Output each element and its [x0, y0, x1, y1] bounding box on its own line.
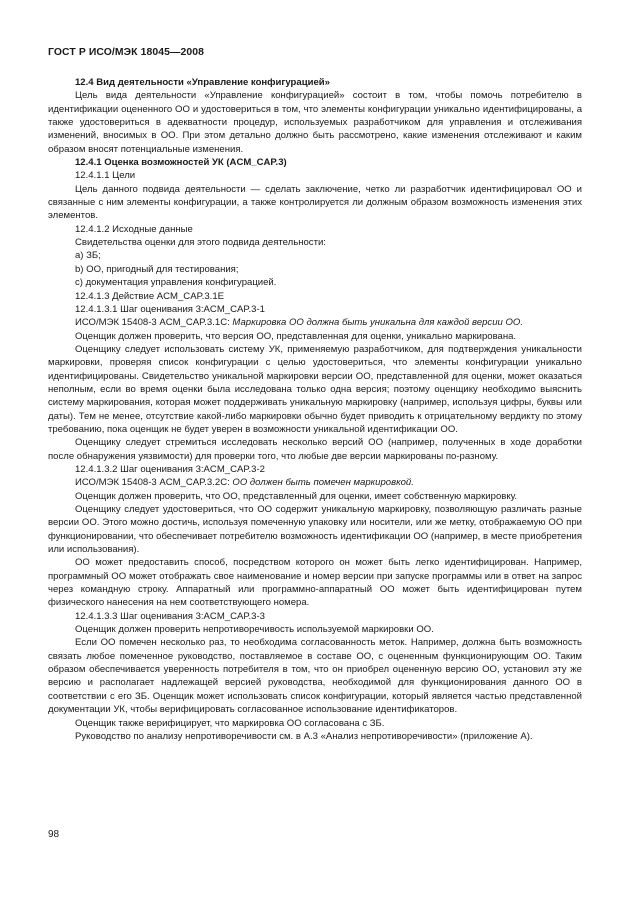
- paragraph-text: 12.4.1.3.3 Шаг оценивания 3:ACM_CAP.3-3: [75, 610, 265, 622]
- paragraph: [48, 343, 582, 436]
- paragraph: [48, 503, 582, 556]
- paragraph-text: ОО может предоставить способ, посредством которого он может быть легко идентифицирован. Например, программный ОО может отображать свое наименование и номер версии при запуске программы или в ответ на запрос через командную строку. Аппаратный или программно-аппаратный ОО может быть идентифицирован путем физического нанесения на нем соответствующего номера.: [48, 557, 582, 609]
- paragraph: [48, 236, 582, 249]
- section-heading: [48, 156, 582, 169]
- paragraph-text: Свидетельства оценки для этого подвида деятельности:: [75, 237, 326, 249]
- paragraph-text: 12.4.1.3.1 Шаг оценивания 3:ACM_CAP.3-1: [75, 303, 265, 315]
- paragraph-text: ИСО/МЭК 15408-3 ACM_CAP.3.2C:: [75, 477, 233, 489]
- paragraph: [48, 183, 582, 223]
- paragraph: [48, 249, 582, 262]
- paragraph: [48, 330, 582, 343]
- paragraph-text: Цель данного подвида деятельности — сделать заключение, четко ли разработчик идентифицировал ОО и связанные с ним элементы конфигурации, а также контролируется ли должным образом возможность изменения этих элементов.: [48, 183, 582, 222]
- page-number: 98: [48, 829, 60, 840]
- paragraph: [48, 276, 582, 289]
- paragraph: [48, 303, 582, 316]
- paragraph-text: ИСО/МЭК 15408-3 ACM_CAP.3.1C:: [75, 317, 233, 329]
- paragraph-text: 12.4.1.3.2 Шаг оценивания 3:ACM_CAP.3-2: [75, 463, 265, 475]
- paragraph: [48, 290, 582, 303]
- paragraph-text: b) ОО, пригодный для тестирования;: [75, 263, 239, 275]
- section-heading: [48, 76, 582, 89]
- paragraph-text: 12.4.1.2 Исходные данные: [75, 223, 193, 235]
- paragraph: [48, 169, 582, 182]
- paragraph: [48, 623, 582, 636]
- paragraph: [48, 476, 582, 489]
- paragraph: [48, 490, 582, 503]
- paragraph-text: Оценщик также верифицирует, что маркировка ОО согласована с ЗБ.: [75, 717, 385, 729]
- paragraph-text: Оценщик должен проверить, что ОО, представленный для оценки, имеет собственную маркировку.: [75, 490, 518, 502]
- paragraph: [48, 636, 582, 716]
- paragraph-text: а) ЗБ;: [75, 250, 101, 262]
- paragraph-text: Оценщику следует использовать систему УК, применяемую разработчиком, для подтверждения уникальности маркировки, проверяя список конфигурации с целью удостовериться, что элементы конфигурации уникально идентифицированы. Свидетельство уникальной маркировки версии ОО, представленной для оценки, может оказаться неполным, если во время оценки была исследована только одна версия; поэтому оценщику необходимо выяснить систему маркирования, которая может поддерживать уникальную маркировку (например, используя цифры, буквы или даты). Тем не менее, отсутствие какой-либо маркировки обычно будет приводить к отрицательному вердикту по этому требованию, пока оценщик не будет уверен в возможности уникальной идентификации ОО.: [48, 343, 582, 435]
- document-body: [48, 76, 582, 743]
- paragraph-text: с) документация управления конфигурацией.: [75, 277, 277, 289]
- paragraph: [48, 730, 582, 743]
- paragraph: [48, 717, 582, 730]
- paragraph: [48, 223, 582, 236]
- paragraph: [48, 263, 582, 276]
- paragraph-text: Оценщику следует стремиться исследовать несколько версий ОО (например, полученных в ходе доработки после обнаружения уязвимости) для проверки того, что любые две версии маркированы по-разному.: [48, 437, 582, 462]
- paragraph-text: Руководство по анализу непротиворечивости см. в А.3 «Анализ непротиворечивости» (приложение А).: [75, 730, 533, 742]
- paragraph-text: Цель вида деятельности «Управление конфигурацией» состоит в том, чтобы помочь потребителю в идентификации оцененного ОО и удостовериться в том, что элементы конфигурации уникально идентифицированы, а также удостовериться в адекватности процедур, используемых разработчиком для управления и отслеживания изменений, вносимых в ОО. При этом детально должно быть рассмотрено, какие изменения отслеживают и каким образом вносят потенциальные изменения.: [48, 90, 582, 155]
- paragraph: [48, 89, 582, 156]
- paragraph-text: Оценщик должен проверить непротиворечивость используемой маркировки ОО.: [75, 624, 434, 636]
- paragraph: [48, 316, 582, 329]
- paragraph-text: Оценщику следует удостовериться, что ОО содержит уникальную маркировку, позволяющую различать разные версии ОО. Этого можно достичь, используя помеченную упаковку или носители, или же метку, отображаемую ОО при функционировании, что обеспечивает потребителю возможность идентификации ОО (например, в месте приобретения или использования).: [48, 504, 582, 556]
- paragraph: [48, 436, 582, 463]
- paragraph: [48, 556, 582, 609]
- paragraph-text: 12.4.1.1 Цели: [75, 170, 136, 182]
- paragraph-text: Оценщик должен проверить, что версия ОО, представленная для оценки, уникально маркирована.: [75, 330, 517, 342]
- document-header: ГОСТ Р ИСО/МЭК 18045—2008: [48, 47, 204, 58]
- paragraph-text: 12.4.1.3 Действие ACM_CAP.3.1E: [75, 290, 224, 302]
- paragraph-italic-text: Маркировка ОО должна быть уникальна для каждой версии ОО.: [232, 317, 523, 329]
- paragraph-italic-text: ОО должен быть помечен маркировкой.: [232, 477, 414, 489]
- paragraph: [48, 463, 582, 476]
- paragraph-text: Если ОО помечен несколько раз, то необходима согласованность меток. Например, должна быть возможность связать любое помеченное руководство, поставляемое в составе ОО, с оцененным функционирующим ОО. Таким образом обеспечивается уверенность потребителя в том, что он приобрел оцененную версию ОО, установил эту же версию и располагает надлежащей версией руководства, необходимой для функционирования данного ОО в соответствии с его ЗБ. Оценщик может использовать список конфигурации, который является частью представленной документации УК, чтобы верифицировать согласованное использование идентификаторов.: [48, 637, 582, 716]
- paragraph: [48, 610, 582, 623]
- paragraph-text: 12.4.1 Оценка возможностей УК (ACM_CAP.3): [75, 157, 287, 169]
- paragraph-text: 12.4 Вид деятельности «Управление конфигурацией»: [75, 77, 330, 88]
